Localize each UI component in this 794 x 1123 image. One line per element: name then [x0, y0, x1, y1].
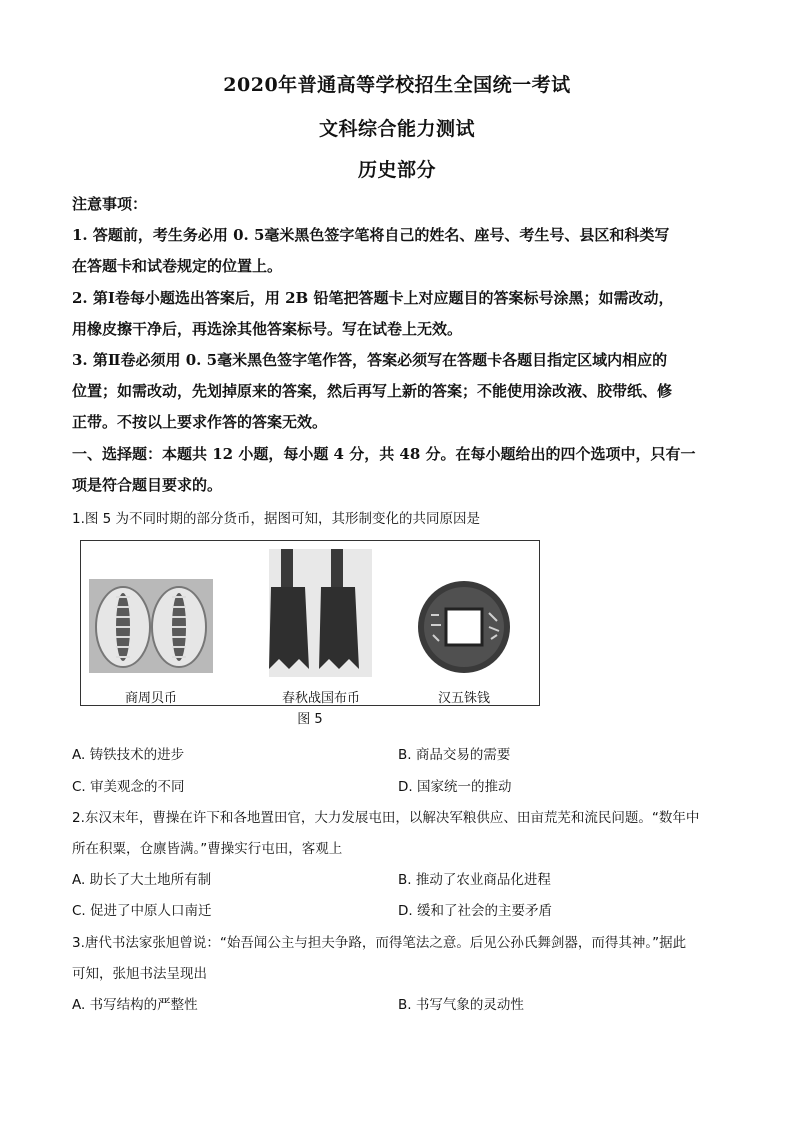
q1-option-a: A. 铸铁技术的进步 — [72, 747, 185, 763]
q1-option-c: C. 审美观念的不同 — [72, 779, 185, 795]
question-1-stem: 1.图 5 为不同时期的部分货币，据图可知，其形制变化的共同原因是 — [72, 511, 481, 527]
spade-money-image — [269, 549, 372, 677]
q1-option-b: B. 商品交易的需要 — [398, 747, 511, 763]
currency-figure — [80, 540, 540, 706]
question-2-stem: 2.东汉末年，曹操在许下和各地置田官，大力发展屯田，以解决军粮供应、田亩荒芜和流民问题。“数年中 — [72, 810, 700, 826]
q3-option-b: B. 书写气象的灵动性 — [398, 997, 524, 1013]
notice-item-3-cont: 位置；如需改动，先划掉原来的答案，然后再写上新的答案；不能使用涂改液、胶带纸、修 — [72, 382, 673, 400]
notice-item-1: 1. 答题前，考生务必用 0. 5毫米黑色签字笔将自己的姓名、座号、考生号、县区和科类写 — [72, 226, 670, 244]
notice-item-3: 3. 第Ⅱ卷必须用 0. 5毫米黑色签字笔作答，答案必须写在答题卡各题目指定区域内相应的 — [72, 351, 668, 369]
section-instruction-cont: 项是符合题目要求的。 — [72, 476, 223, 494]
notice-item-1-cont: 在答题卡和试卷规定的位置上。 — [72, 257, 283, 275]
q3-option-a: A. 书写结构的严整性 — [72, 997, 198, 1013]
wuzhu-coin-label: 汉五铢钱 — [437, 691, 490, 706]
q1-option-d: D. 国家统一的推动 — [398, 779, 512, 795]
notice-heading: 注意事项： — [72, 195, 148, 213]
question-3-stem-cont: 可知，张旭书法呈现出 — [72, 966, 207, 982]
notice-item-2-cont: 用橡皮擦干净后，再选涂其他答案标号。写在试卷上无效。 — [72, 320, 463, 338]
question-3-stem: 3.唐代书法家张旭曾说：“始吾闻公主与担夫争路，而得笔法之意。后见公孙氏舞剑器，而得其神。”据此 — [72, 935, 687, 951]
question-2-stem-cont: 所在积粟，仓廪皆满。”曹操实行屯田，客观上 — [72, 841, 343, 857]
q2-option-b: B. 推动了农业商品化进程 — [398, 872, 551, 888]
wuzhu-coin-image — [418, 581, 510, 673]
currency-images — [81, 541, 539, 705]
section-instruction: 一、选择题：本题共 12 小题，每小题 4 分，共 48 分。在每小题给出的四个选项中，只有一 — [72, 445, 696, 463]
exam-title: 2020年普通高等学校招生全国统一考试 — [223, 74, 571, 96]
exam-subtitle: 文科综合能力测试 — [318, 118, 475, 140]
figure-caption: 图 5 — [297, 712, 323, 727]
notice-item-3-cont2: 正带。不按以上要求作答的答案无效。 — [72, 413, 328, 431]
q2-option-d: D. 缓和了社会的主要矛盾 — [398, 903, 552, 919]
notice-item-2: 2. 第Ⅰ卷每小题选出答案后，用 2B 铅笔把答题卡上对应题目的答案标号涂黑；如需改动， — [72, 289, 674, 307]
shell-money-label: 商周贝币 — [124, 691, 177, 706]
shell-money-image — [89, 579, 213, 673]
exam-section-title: 历史部分 — [357, 159, 436, 181]
q2-option-a: A. 助长了大土地所有制 — [72, 872, 212, 888]
spade-money-label: 春秋战国布币 — [281, 691, 360, 706]
q2-option-c: C. 促进了中原人口南迁 — [72, 903, 212, 919]
